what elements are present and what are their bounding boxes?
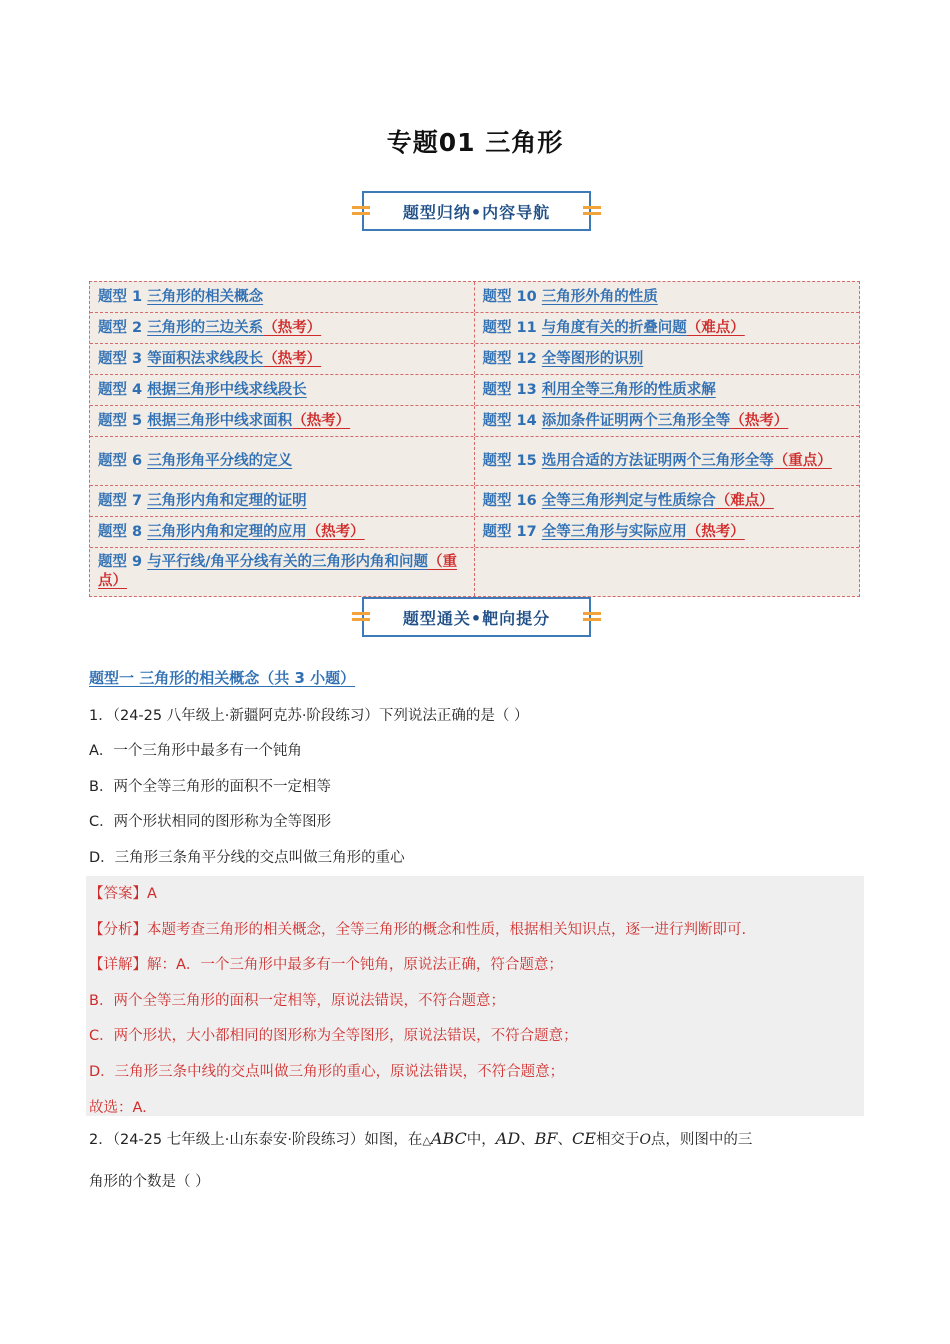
toc-item-tag: （难点）	[686, 319, 745, 336]
toc-item-label: 题型 1	[98, 288, 148, 305]
toc-row	[90, 282, 859, 313]
toc-item-label: 题型 7	[98, 492, 148, 509]
toc-item-tag: （热考）	[292, 412, 351, 429]
detail-label: 【详解】	[89, 957, 147, 973]
toc-link[interactable]	[98, 553, 466, 591]
toc-banner	[362, 191, 591, 231]
toc-row	[90, 548, 859, 596]
math-bf: BF	[534, 1129, 558, 1148]
toc-item-text: 选用合适的方法证明两个三角形全等	[541, 452, 774, 469]
toc-item-text: 全等三角形判定与性质综合	[541, 492, 716, 509]
toc-row	[90, 437, 859, 486]
analysis-line	[89, 918, 746, 939]
toc-item-text: 三角形内角和定理的应用	[147, 523, 307, 540]
toc-item-text: 全等三角形与实际应用	[541, 523, 687, 540]
toc-item-label: 题型 9	[98, 554, 148, 570]
question-1-option-a: A．一个三角形中最多有一个钝角	[89, 743, 302, 759]
toc-cell-left[interactable]	[90, 406, 475, 436]
toc-link[interactable]	[98, 452, 292, 471]
toc-link[interactable]	[98, 523, 365, 542]
toc-item-text: 根据三角形中线求线段长	[147, 381, 307, 398]
toc-cell-left[interactable]	[90, 375, 475, 405]
toc-link[interactable]	[98, 381, 307, 400]
toc-item-text: 与角度有关的折叠问题	[541, 319, 687, 336]
toc-item-tag: （难点）	[715, 492, 774, 509]
toc-item-label: 题型 5	[98, 412, 148, 429]
toc-row	[90, 375, 859, 406]
toc-cell-left[interactable]	[90, 437, 475, 485]
detail-line-d: D．三角形三条中线的交点叫做三角形的重心，原说法错误，不符合题意；	[89, 1064, 565, 1080]
toc-item-label: 题型 8	[98, 523, 148, 540]
analysis-text: 本题考查三角形的相关概念，全等三角形的概念和性质，根据相关知识点，逐一进行判断即可.	[147, 922, 747, 938]
banner-left-mark-icon	[352, 611, 370, 623]
math-abc: ABC	[430, 1129, 467, 1148]
answer-line	[89, 882, 157, 903]
toc-item-label: 题型 3	[98, 350, 148, 367]
section-heading[interactable]: 题型一 三角形的相关概念（共 3 小题）	[89, 669, 356, 687]
math-o: O	[639, 1132, 651, 1148]
question-1-option-c: C．两个形状相同的图形称为全等图形	[89, 814, 332, 830]
question-2-stem-line2: 角形的个数是（ ）	[89, 1174, 210, 1190]
q2-sep2: 、	[557, 1132, 573, 1148]
question-1-option-b: B．两个全等三角形的面积不一定相等	[89, 779, 331, 795]
toc-row	[90, 313, 859, 344]
toc-item-label: 题型 4	[98, 381, 148, 398]
toc-item-text: 利用全等三角形的性质求解	[541, 381, 716, 398]
toc-item-text: 根据三角形中线求面积	[147, 412, 293, 429]
toc-cell-left[interactable]	[90, 344, 475, 374]
toc-item-tag: （重点）	[773, 452, 832, 469]
toc-item-label: 题型 11	[482, 319, 542, 336]
toc-link[interactable]	[483, 492, 774, 511]
toc-item-tag: （重点）	[98, 554, 457, 589]
toc-cell-right[interactable]	[475, 375, 860, 405]
toc-cell-left[interactable]	[90, 282, 475, 312]
q2-suffix: 点，则图中的三	[650, 1132, 753, 1148]
toc-row	[90, 344, 859, 375]
toc-item-text: 全等图形的识别	[541, 350, 644, 367]
detail-line-c: C．两个形状，大小都相同的图形称为全等图形，原说法错误，不符合题意；	[89, 1028, 578, 1044]
toc-link[interactable]	[483, 319, 745, 338]
toc-cell-left[interactable]	[90, 313, 475, 343]
toc-item-text: 三角形角平分线的定义	[147, 452, 293, 469]
toc-item-label: 题型 15	[482, 452, 542, 469]
toc-item-tag: （热考）	[730, 412, 789, 429]
toc-link[interactable]	[483, 381, 716, 400]
question-1-stem: 1．（24-25 八年级上·新疆阿克苏·阶段练习）下列说法正确的是（ ）	[89, 708, 529, 724]
toc-item-tag: （热考）	[263, 350, 322, 367]
analysis-label: 【分析】	[89, 922, 147, 938]
page-title: 专题01 三角形	[386, 128, 564, 157]
banner-right-mark-icon	[583, 611, 601, 623]
toc-row	[90, 406, 859, 437]
toc-cell-right[interactable]	[475, 282, 860, 312]
toc-item-text: 三角形的相关概念	[147, 288, 264, 305]
math-ce: CE	[572, 1129, 596, 1148]
detail-line	[89, 953, 563, 974]
toc-cell-right[interactable]	[475, 486, 860, 516]
toc-cell-right[interactable]	[475, 437, 860, 485]
toc-cell-right[interactable]	[475, 344, 860, 374]
toc-link[interactable]	[483, 523, 745, 542]
toc-row	[90, 486, 859, 517]
toc-item-tag: （热考）	[263, 319, 322, 336]
toc-link[interactable]	[483, 288, 658, 307]
toc-table	[89, 281, 860, 597]
detail-line-b: B．两个全等三角形的面积一定相等，原说法错误，不符合题意；	[89, 993, 505, 1009]
toc-item-label: 题型 17	[482, 523, 542, 540]
triangle-symbol: △	[422, 1134, 431, 1147]
toc-link[interactable]	[98, 412, 350, 431]
banner-left-mark-icon	[352, 205, 370, 217]
toc-cell-right[interactable]	[475, 406, 860, 436]
toc-cell-left[interactable]	[90, 486, 475, 516]
q2-prefix: 2．（24-25 七年级上·山东泰安·阶段练习）如图，在	[89, 1132, 423, 1148]
toc-item-label: 题型 13	[482, 381, 542, 398]
toc-row	[90, 517, 859, 548]
practice-banner-label: 题型通关•靶向提分	[402, 608, 551, 628]
q2-sep1: 、	[520, 1132, 535, 1148]
toc-item-label: 题型 14	[482, 412, 542, 429]
toc-item-label: 题型 12	[482, 350, 542, 367]
toc-cell-right[interactable]	[475, 313, 860, 343]
toc-item-tag: （热考）	[306, 523, 365, 540]
toc-link[interactable]	[98, 319, 321, 338]
toc-cell-right[interactable]	[475, 517, 860, 547]
toc-item-text: 三角形的三边关系	[147, 319, 264, 336]
math-ad: AD	[495, 1129, 521, 1148]
detail-line-conclusion: 故选：A.	[89, 1100, 147, 1116]
toc-item-text: 三角形外角的性质	[541, 288, 658, 305]
q2-mid1: 中，	[466, 1132, 496, 1148]
toc-link[interactable]	[483, 350, 644, 369]
toc-banner-label: 题型归纳•内容导航	[402, 202, 551, 222]
question-1-option-d: D．三角形三条角平分线的交点叫做三角形的重心	[89, 850, 405, 866]
toc-item-text: 等面积法求线段长	[147, 350, 264, 367]
banner-right-mark-icon	[583, 205, 601, 217]
toc-link[interactable]	[483, 412, 789, 431]
detail-text: 解：A．一个三角形中最多有一个钝角，原说法正确，符合题意；	[147, 957, 563, 973]
toc-item-label: 题型 6	[98, 452, 148, 469]
toc-item-text: 与平行线/角平分线有关的三角形内角和问题	[147, 554, 428, 570]
answer-label: 【答案】	[89, 886, 147, 902]
answer-value: A	[147, 886, 157, 902]
toc-item-label: 题型 10	[482, 288, 542, 305]
toc-item-text: 三角形内角和定理的证明	[147, 492, 307, 509]
q2-mid2: 相交于	[595, 1132, 640, 1148]
toc-link[interactable]	[98, 350, 321, 369]
toc-cell-right	[475, 548, 860, 596]
toc-link[interactable]	[98, 492, 307, 511]
question-2-stem	[89, 1128, 752, 1149]
toc-link[interactable]	[98, 288, 263, 307]
toc-link[interactable]	[483, 452, 832, 471]
toc-cell-left[interactable]	[90, 517, 475, 547]
toc-item-tag: （热考）	[686, 523, 745, 540]
toc-item-label: 题型 2	[98, 319, 148, 336]
toc-item-text: 添加条件证明两个三角形全等	[541, 412, 731, 429]
toc-item-label: 题型 16	[482, 492, 542, 509]
toc-cell-left[interactable]	[90, 548, 475, 596]
practice-banner	[362, 597, 591, 637]
